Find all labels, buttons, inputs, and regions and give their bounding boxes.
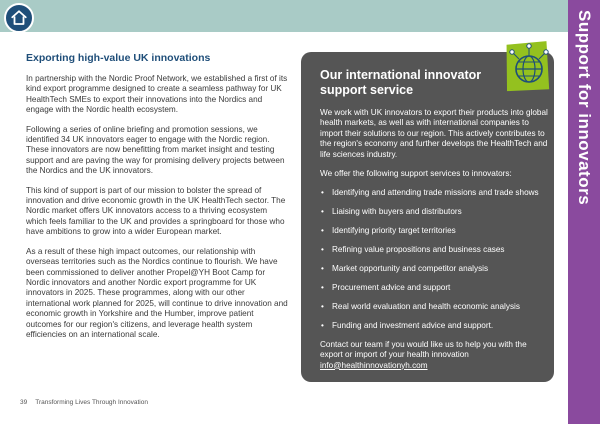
service-item: • Procurement advice and support [320,283,550,293]
article-heading: Exporting high-value UK innovations [26,52,211,64]
home-icon [10,9,28,27]
globe-network-icon [500,38,556,98]
service-item: • Real world evaluation and health economic analysis [320,302,550,312]
support-service-content [320,68,550,371]
services-list [320,188,550,331]
service-item: • Refining value propositions and business cases [320,245,550,255]
article-paragraph: As a result of these high impact outcomes, our relationship with overseas territories such as the Nordics continue to flourish. We have been commissioned to deliver another Propel@YH Boot Camp for Nordic innovators and another Nordic export programme for UK innovators in 2025. These programmes, along with our other international work planned for 2025, will continue to drive innovation and economic growth in Yorkshire and the Humber, improve patient outcomes for our region's citizens, and leverage health system efficiencies on an international scale. [26,246,288,339]
service-item: • Liaising with buyers and distributors [320,207,550,217]
footer-title: Transforming Lives Through Innovation [35,399,148,406]
card-title: Our international innovator support service [320,68,482,97]
article [26,52,288,349]
service-item: • Market opportunity and competitor analysis [320,264,550,274]
section-title-text: Support for innovators [575,10,594,206]
service-item: • Identifying priority target territories [320,226,550,236]
contact-paragraph [320,340,550,371]
service-item: • Identifying and attending trade missions and trade shows [320,188,550,198]
section-title [568,0,600,424]
page-number: 39 [20,399,28,406]
services-intro: We offer the following support services to innovators: [320,169,512,179]
page-footer [20,399,148,406]
service-item: • Funding and investment advice and support. [320,321,550,331]
home-button[interactable] [4,3,34,33]
top-banner [0,0,568,32]
contact-text: Contact our team if you would like us to help you with the export or import of your health innovation [320,339,527,360]
article-paragraph: This kind of support is part of our mission to bolster the spread of innovation and drive economic growth in the UK HealthTech sector. The Nordic market offers UK innovators access to a thriving ecosystem which feels familiar to the UK and provides a springboard for those who have ambitions to grow into a wider European market. [26,185,286,237]
article-paragraph: In partnership with the Nordic Proof Network, we established a first of its kind export programme designed to create a seamless pathway for UK HealthTech SMEs to export their innovations into the Nordics and engage with the Nordic health ecosystem. [26,74,288,115]
email-link[interactable]: info@healthinnovationyh.com [320,360,428,370]
card-intro: We work with UK innovators to export their products into global health markets, as well as with international companies to import their solutions to our region. This actively contributes to the region's economy and further develops the HealthTech and life sciences industry. [320,108,548,159]
article-paragraph: Following a series of online briefing and promotion sessions, we identified 34 UK innovators eager to engage with the Nordic region. These innovators are now benefitting from market insight and testing support and are paving the way for promising delivery projects between the Nordics and the UK innovators. [26,124,285,176]
